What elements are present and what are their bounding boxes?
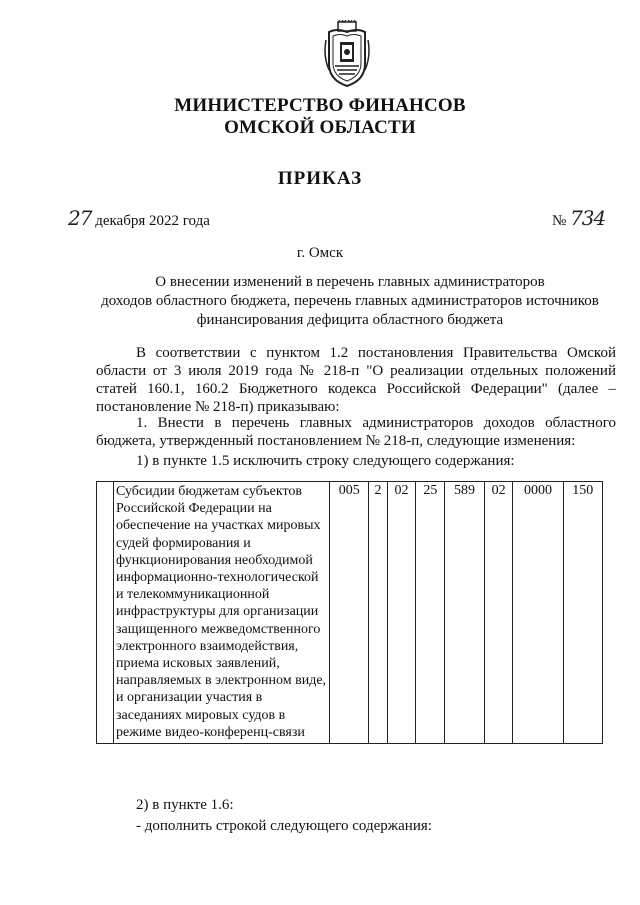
table-cell-code: 02 [484, 482, 513, 744]
excluded-row-table [96, 481, 603, 744]
order-subject [70, 273, 630, 330]
number-sign: № [552, 213, 567, 229]
table-cell-code: 005 [330, 482, 369, 744]
handwritten-day: 27 [68, 206, 92, 230]
subject-line: О внесении изменений в перечень главных администраторов [155, 274, 545, 290]
handwritten-number: 734 [570, 206, 606, 230]
body-paragraph-3: 1) в пункте 1.5 исключить строку следующего содержания: [136, 453, 515, 469]
table-cell-code: 0000 [513, 482, 563, 744]
body-paragraph-1: В соответствии с пунктом 1.2 постановления Правительства Омской области от 3 июля 2019 года № 218-п "О реализации отдельных положений статей 160.1, 160.2 Бюджетного кодекса Российской Федерации" (далее – постановление № 218-п) приказываю: [96, 345, 616, 415]
body-paragraph-2: 1. Внести в перечень главных администраторов доходов областного бюджета, утвержденный постановлением № 218-п, следующие изменения: [96, 415, 616, 449]
coat-of-arms-icon [323, 20, 371, 88]
ministry-name-line2: ОМСКОЙ ОБЛАСТИ [224, 117, 416, 138]
subject-line: финансирования дефицита областного бюджета [196, 312, 504, 328]
table-cell-code: 2 [369, 482, 387, 744]
table-cell-code: 02 [387, 482, 416, 744]
order-number [552, 206, 605, 230]
item-2-heading: 2) в пункте 1.6: [136, 797, 234, 813]
city-name: г. Омск [296, 245, 344, 261]
item-2-subitem: - дополнить строкой следующего содержания: [136, 818, 432, 834]
table-cell-code: 150 [563, 482, 602, 744]
table-cell-lead [97, 482, 114, 744]
table-row [97, 482, 603, 744]
order-date [68, 206, 210, 230]
table-cell-code: 25 [416, 482, 445, 744]
ministry-name-line1: МИНИСТЕРСТВО ФИНАНСОВ [174, 95, 466, 116]
table-cell-description: Субсидии бюджетам субъектов Российской Федерации на обеспечение на участках мировых судей формирования и функционирования необходимой информационно-технологической и телекоммуникационной инфраструктуры для организации защищенного межведомственного электронного взаимодействия, приема исковых заявлений, направляемых в электронном виде, и организации участия в заседаниях мировых судов в режиме видео-конференц-связи [114, 482, 330, 744]
document-type-title: ПРИКАЗ [277, 168, 363, 189]
date-text: декабря 2022 года [91, 213, 210, 229]
table-cell-code: 589 [445, 482, 484, 744]
subject-line: доходов областного бюджета, перечень главных администраторов источников [101, 293, 599, 309]
